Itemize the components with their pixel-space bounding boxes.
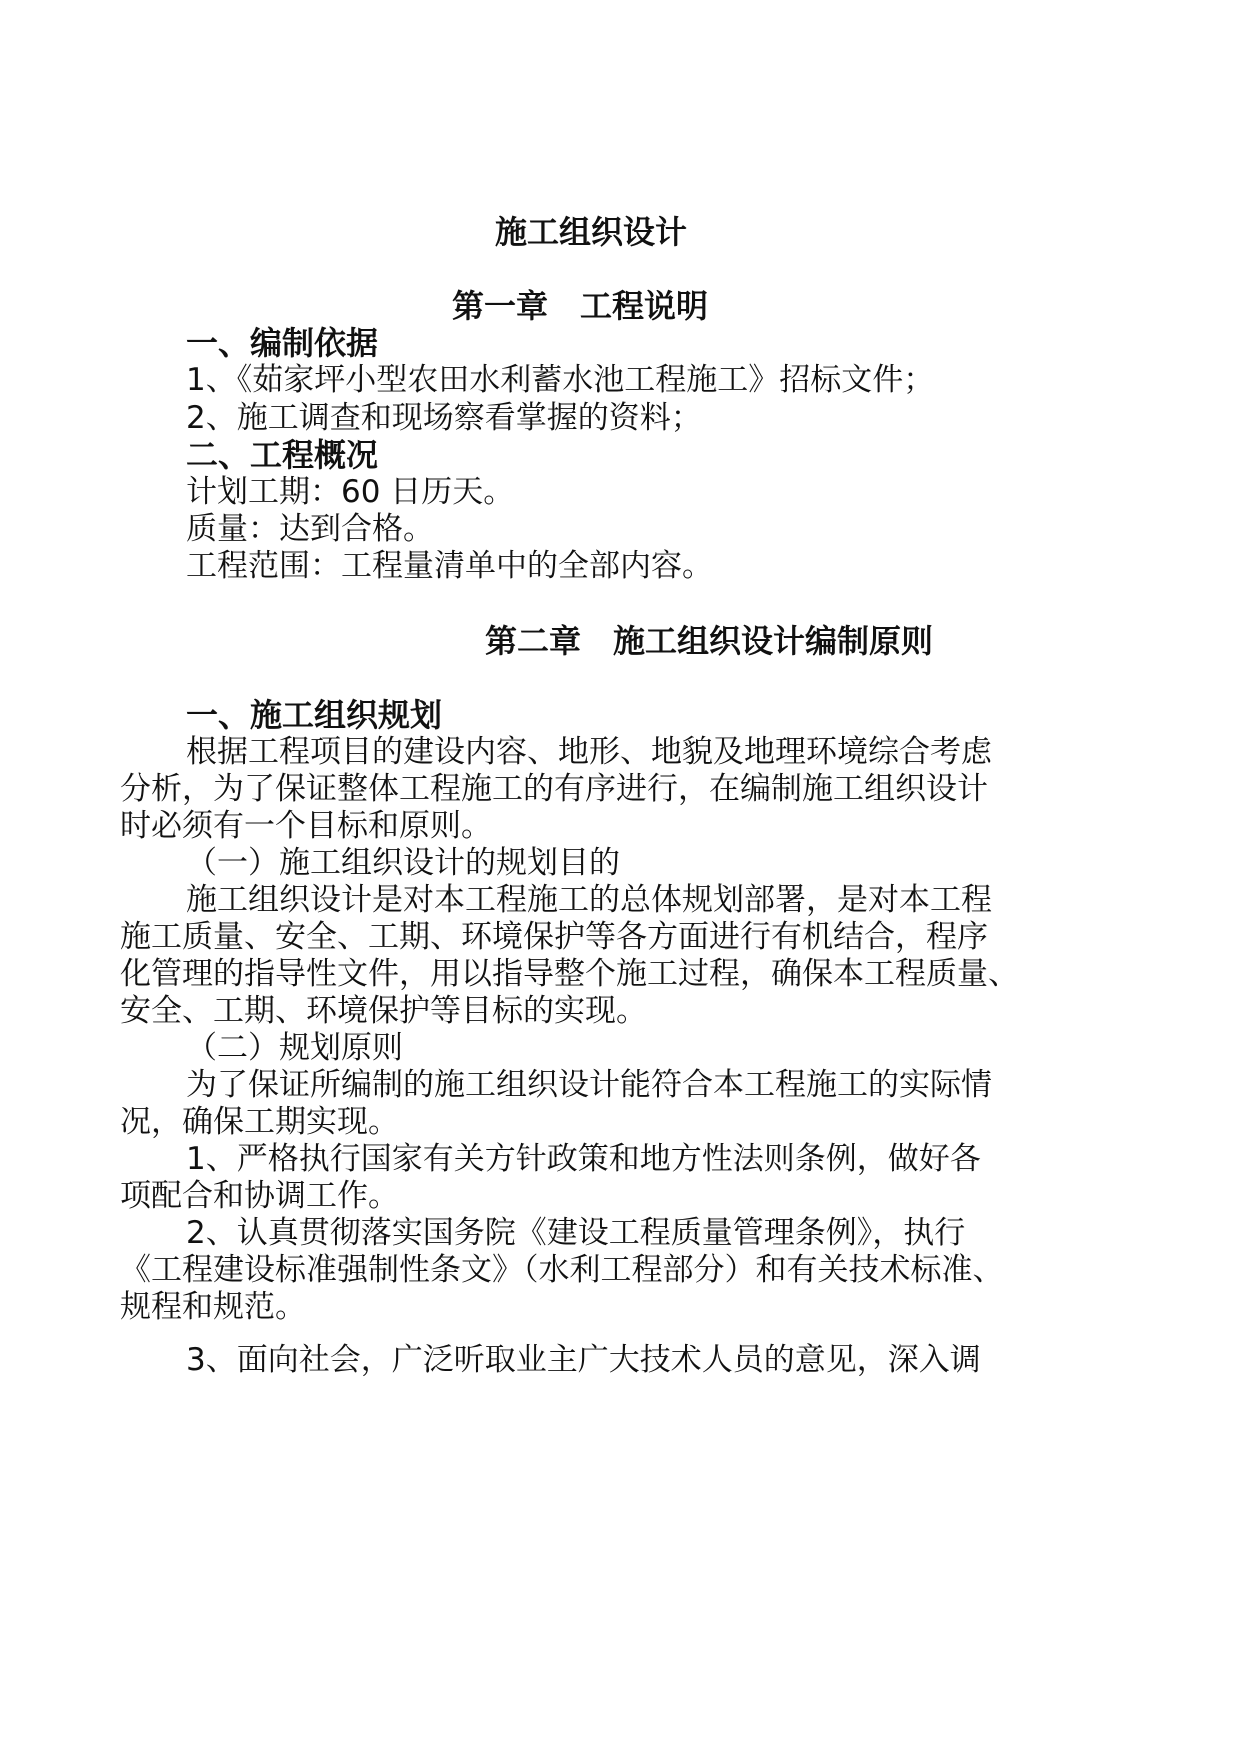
paragraph-line: 施工质量、安全、工期、环境保护等各方面进行有机结合，程序 bbox=[120, 919, 988, 955]
overview-quality: 质量：达到合格。 bbox=[186, 511, 434, 547]
paragraph-line: 时必须有一个目标和原则。 bbox=[120, 808, 492, 844]
overview-scope: 工程范围：工程量清单中的全部内容。 bbox=[186, 548, 713, 584]
chapter-1-section-2-heading: 二、工程概况 bbox=[186, 436, 379, 474]
paragraph-line: 化管理的指导性文件，用以指导整个施工过程，确保本工程质量、 bbox=[120, 956, 1019, 992]
paragraph-line: 况，确保工期实现。 bbox=[120, 1104, 399, 1140]
paragraph-line: 规程和规范。 bbox=[120, 1289, 306, 1325]
paragraph-line: 分析，为了保证整体工程施工的有序进行，在编制施工组织设计 bbox=[120, 771, 988, 807]
page-title: 施工组织设计 bbox=[495, 213, 688, 251]
paragraph-line: 2、认真贯彻落实国务院《建设工程质量管理条例》，执行 bbox=[186, 1215, 966, 1251]
chapter-1-section-1-heading: 一、编制依据 bbox=[186, 324, 379, 362]
basis-item-1: 1、《茹家坪小型农田水利蓄水池工程施工》招标文件； bbox=[186, 362, 935, 398]
paragraph-line: 3、面向社会，广泛听取业主广大技术人员的意见，深入调 bbox=[186, 1342, 981, 1378]
chapter-2-heading: 第二章 施工组织设计编制原则 bbox=[485, 622, 934, 660]
paragraph-line: 安全、工期、环境保护等目标的实现。 bbox=[120, 993, 647, 1029]
paragraph-line: 《工程建设标准强制性条文》（水利工程部分）和有关技术标准、 bbox=[120, 1252, 1004, 1288]
subsection-1-heading: （一）施工组织设计的规划目的 bbox=[186, 845, 620, 881]
paragraph-line: 施工组织设计是对本工程施工的总体规划部署，是对本工程 bbox=[186, 882, 992, 918]
chapter-2-section-1-heading: 一、施工组织规划 bbox=[186, 696, 443, 734]
paragraph-line: 项配合和协调工作。 bbox=[120, 1178, 399, 1214]
paragraph-line: 为了保证所编制的施工组织设计能符合本工程施工的实际情 bbox=[186, 1067, 992, 1103]
paragraph-line: 根据工程项目的建设内容、地形、地貌及地理环境综合考虑 bbox=[186, 734, 992, 770]
basis-item-2: 2、施工调查和现场察看掌握的资料； bbox=[186, 400, 702, 436]
subsection-2-heading: （二）规划原则 bbox=[186, 1030, 403, 1066]
overview-schedule: 计划工期：60 日历天。 bbox=[186, 474, 515, 510]
chapter-1-heading: 第一章 工程说明 bbox=[452, 287, 709, 325]
paragraph-line: 1、严格执行国家有关方针政策和地方性法则条例，做好各 bbox=[186, 1141, 981, 1177]
